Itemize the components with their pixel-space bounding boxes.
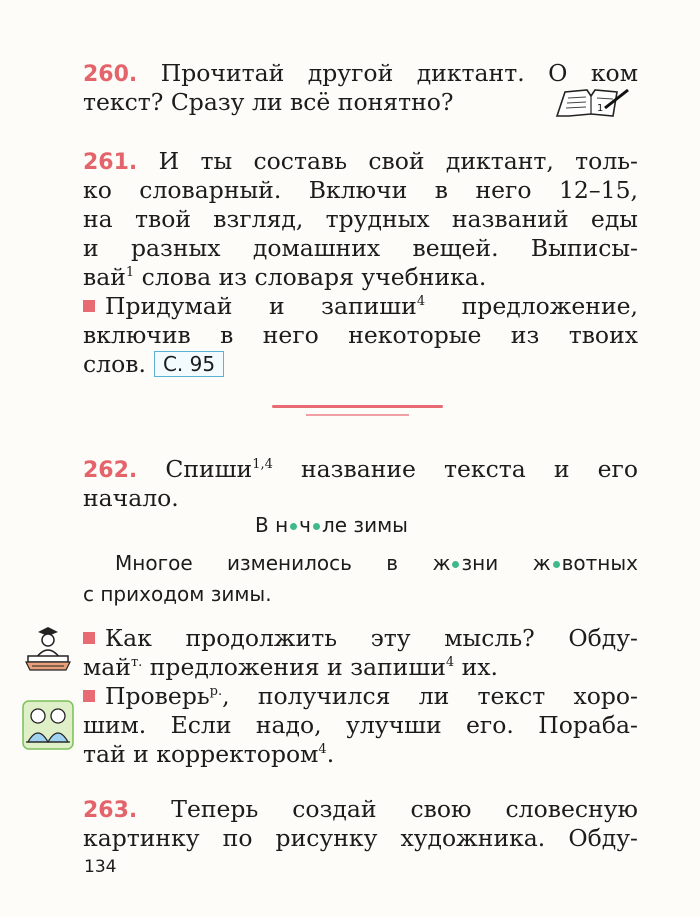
missing-letter-dot [313,523,320,530]
ex262-number: 262. [83,458,138,483]
ex261-line-6: Придумай и запиши$^4$ предложение, [83,292,638,321]
ex262-task-line-3: Проверь$^{р.}$, получился ли текст хоро- [83,682,638,711]
missing-letter-dot [553,561,560,568]
missing-letter-dot [452,561,459,568]
exercise-263 [83,795,638,853]
ex261-line-7: включив в него некоторые из твоих [83,321,638,349]
ex260-number: 260. [83,62,138,87]
ex260-line-2: текст? Сразу ли всё понятно? [83,88,454,116]
two-pupils-icon [22,700,74,750]
ex263-number: 263. [83,798,138,823]
page-reference-box: С. 95 [154,351,224,377]
ex261-number: 261. [83,150,138,175]
teacher-at-desk-icon [20,624,76,674]
bullet-marker [83,690,95,702]
ex261-line-3: на твой взгляд, трудных названий еды [83,205,638,233]
exercise-261 [83,147,638,379]
ex261-line-2: ко словарный. Включи в него 12–15, [83,176,638,204]
ex262-line-1: 262. Спиши$^{1,4}$ название текста и его [83,455,638,483]
ex262-task-line-2: май$^{т.}$ предложения и запиши$^4$ их. [83,653,498,681]
exercise-262 [83,455,638,513]
ex262-line-2: начало. [83,484,179,512]
exercise-262-tasks [83,624,638,769]
ex260-line-1: 260. Прочитай другой диктант. О ком [83,59,638,87]
ex262-task-line-4: шим. Если надо, улучши его. Пораба- [83,711,638,739]
page-number: 134 [84,857,117,877]
book-pen-icon [553,86,631,120]
svg-text:1: 1 [597,103,604,114]
ex262-task-line-5: тай и корректором$^4$. [83,740,335,768]
bullet-marker [83,632,95,644]
section-divider-thin [306,414,409,416]
ex263-line-1: 263. Теперь создай свою словесную [83,795,638,823]
excerpt-line-1: Многое изменилось в ж зни ж вотных [115,551,638,575]
bullet-marker [83,300,95,312]
text-title: В н ч ле зимы [255,513,408,537]
section-divider [272,405,443,408]
text-excerpt [83,549,638,609]
ex263-line-2: картинку по рисунку художника. Обду- [83,824,638,852]
excerpt-line-2: с приходом зимы. [83,582,272,606]
ex261-line-8: слов. С. 95 [83,350,638,379]
ex261-line-5: вай$^1$ слова из словаря учебника. [83,263,487,291]
missing-letter-dot [290,523,297,530]
ex261-line-4: и разных домашних вещей. Выписы- [83,234,638,262]
ex261-line-1: 261. И ты составь свой диктант, толь- [83,147,638,175]
ex262-task-line-1: Как продолжить эту мысль? Обду- [83,624,638,653]
